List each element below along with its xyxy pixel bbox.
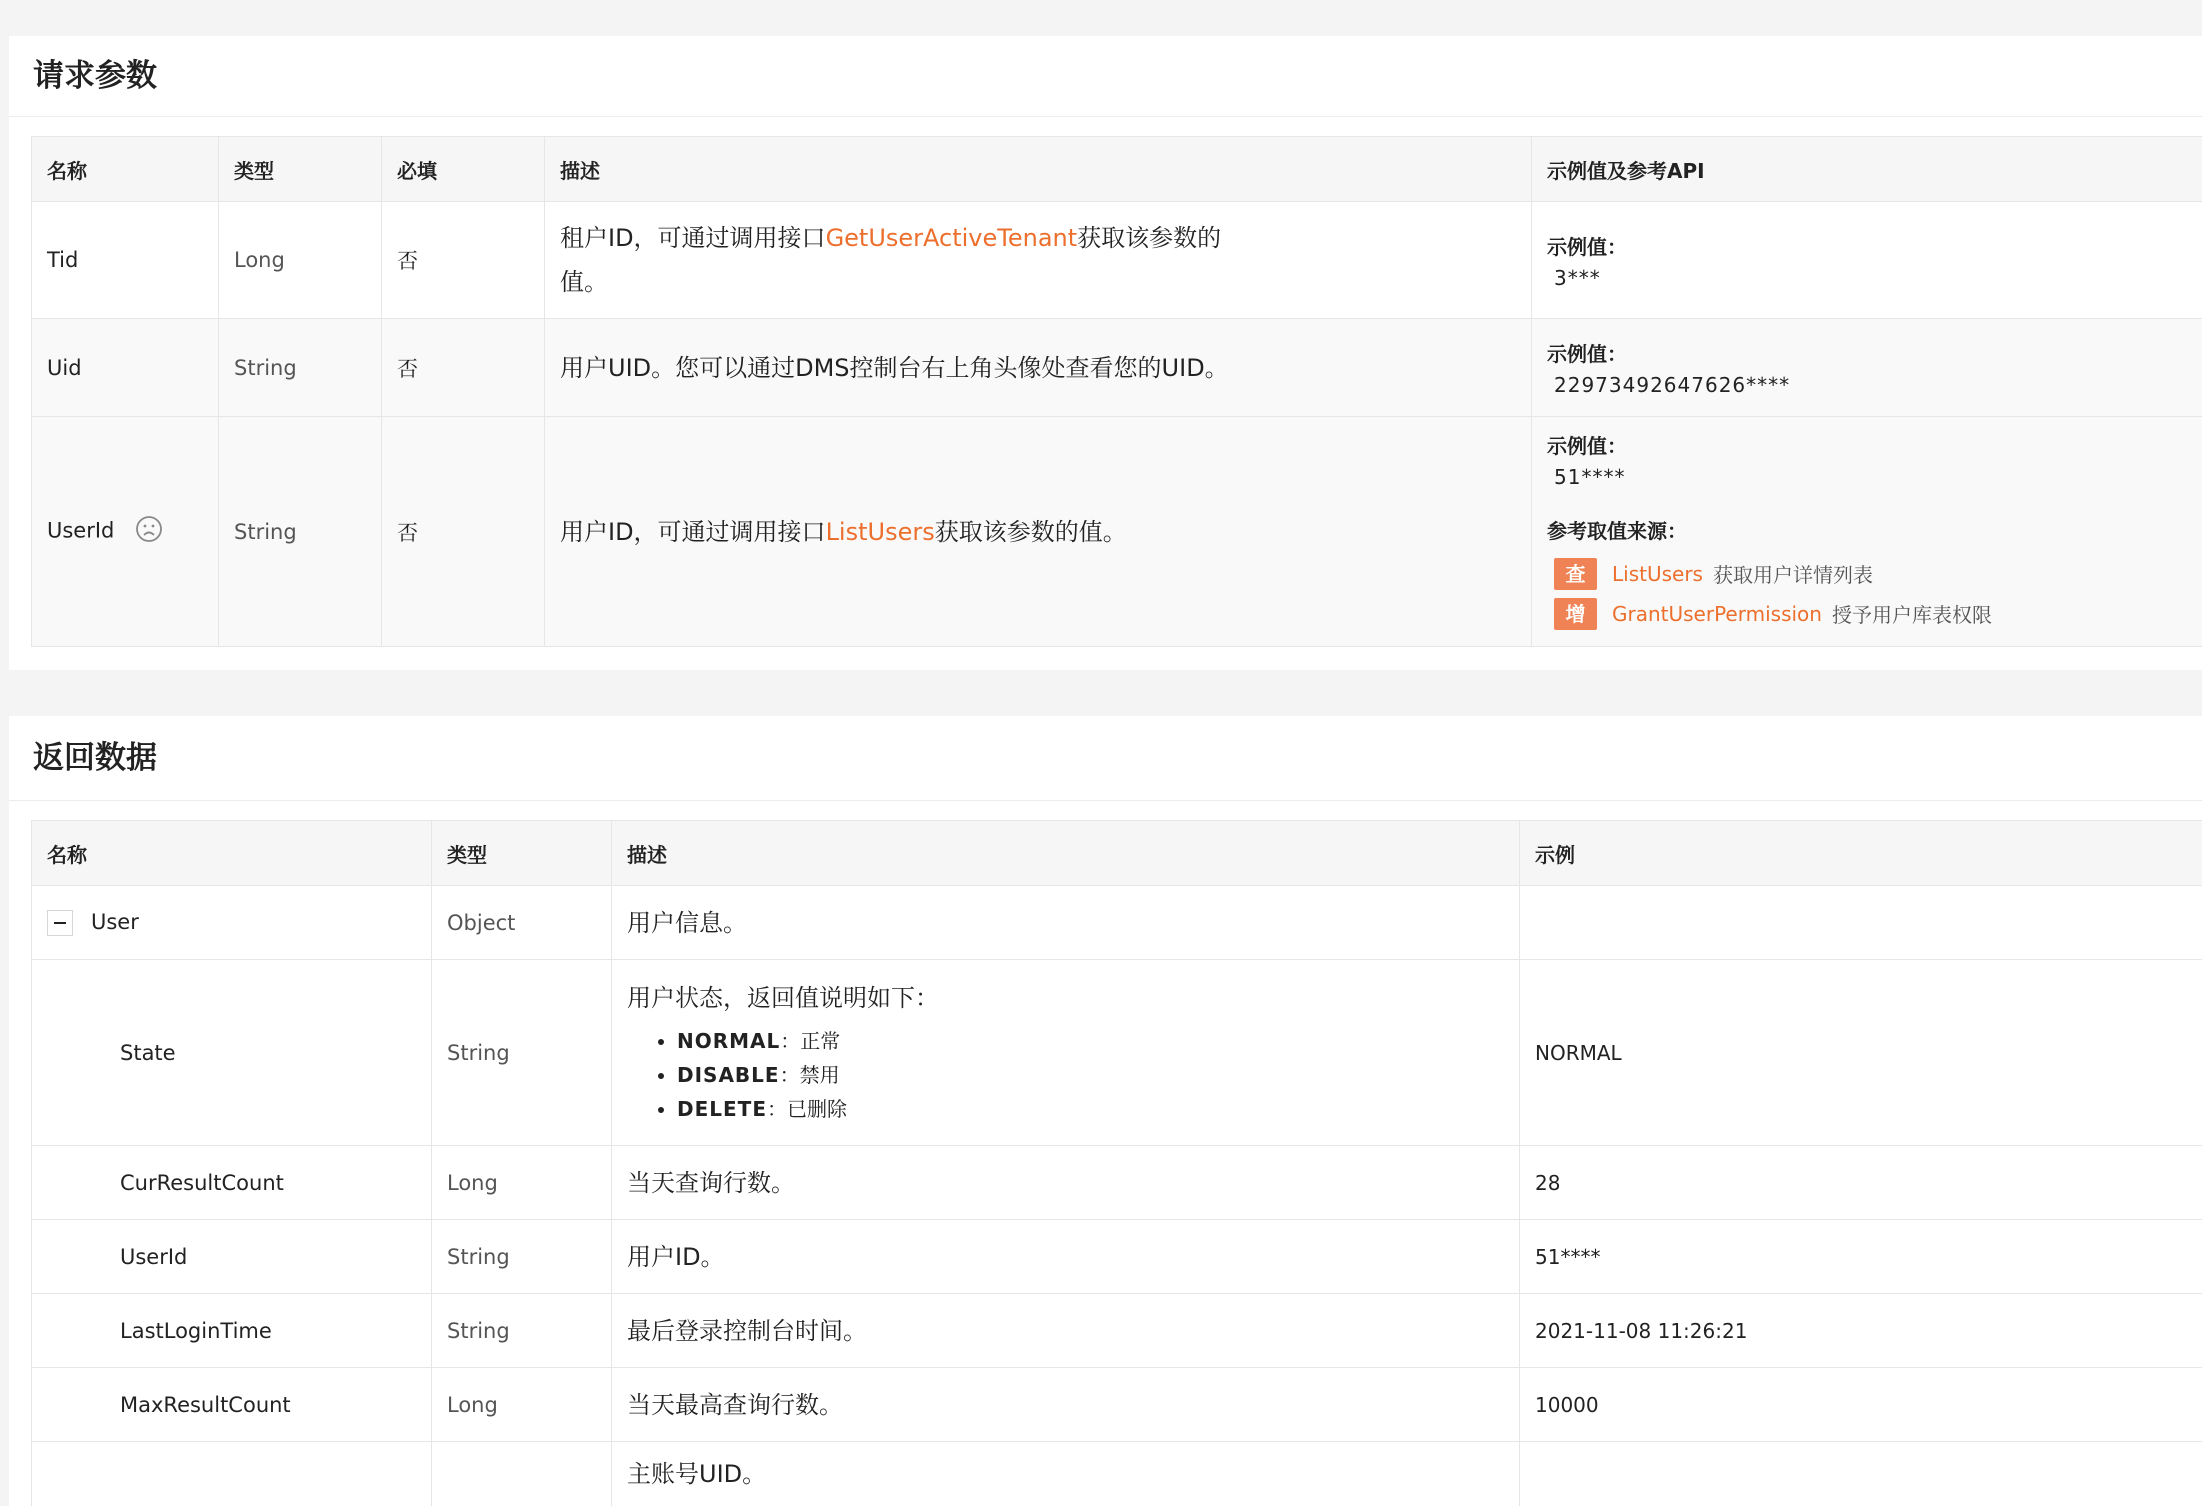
description-text: 值。 [560, 268, 608, 296]
field-name: State [32, 960, 432, 1146]
field-type: Long [432, 1368, 612, 1442]
example-label: 示例值： [1547, 433, 1627, 458]
field-description: 主账号UID。 [612, 1442, 1520, 1506]
add-badge: 增 [1554, 598, 1597, 630]
field-description: 当天查询行数。 [612, 1146, 1520, 1220]
field-description [612, 960, 1520, 1146]
ref-api-description: 获取用户详情列表 [1712, 563, 1873, 587]
table-row [32, 319, 2202, 417]
param-name: Uid [32, 319, 219, 417]
field-example [1520, 886, 2202, 960]
field-name: MaxResultCount [32, 1368, 432, 1442]
table-row [32, 1146, 2202, 1220]
col-header-description: 描述 [612, 821, 1520, 886]
ref-api-description: 授予用户库表权限 [1831, 603, 1992, 627]
col-header-description: 描述 [545, 137, 1532, 202]
field-name-cell [32, 886, 432, 960]
field-name: CurResultCount [32, 1146, 432, 1220]
table-row [32, 960, 2202, 1146]
field-type: String [432, 960, 612, 1146]
field-name: User [91, 909, 139, 934]
param-required: 否 [382, 202, 545, 319]
table-row [32, 417, 2202, 647]
api-link-list-users[interactable]: ListUsers [825, 517, 935, 546]
field-type: Long [432, 1146, 612, 1220]
param-example-cell [1532, 202, 2202, 319]
description-text: 获取该参数的值。 [934, 517, 1127, 546]
param-name: UserId [47, 518, 115, 543]
list-item: • NORMAL：正常 [677, 1024, 1504, 1058]
param-example-cell [1532, 417, 2202, 647]
field-type: String [432, 1220, 612, 1294]
param-type: Long [219, 202, 382, 319]
description-text: 租户ID，可通过调用接口 [560, 224, 826, 252]
param-name: Tid [32, 202, 219, 319]
col-header-type: 类型 [432, 821, 612, 886]
field-example: 10000 [1520, 1368, 2202, 1442]
sad-face-icon[interactable] [135, 515, 163, 548]
example-label: 示例值： [1547, 342, 1627, 366]
table-row [32, 1220, 2202, 1294]
list-item: • DELETE：已删除 [677, 1092, 1504, 1126]
request-params-panel [9, 36, 2202, 670]
param-name-cell [32, 417, 219, 647]
field-name: UserId [32, 1220, 432, 1294]
field-name [32, 1442, 432, 1506]
field-type [432, 1442, 612, 1506]
field-description: 用户信息。 [612, 886, 1520, 960]
example-value: 3*** [1554, 265, 1601, 290]
field-example [1520, 1442, 2202, 1506]
col-header-name: 名称 [32, 821, 432, 886]
query-badge: 查 [1554, 558, 1597, 590]
table-row [32, 886, 2202, 960]
param-type: String [219, 417, 382, 647]
reference-api-row [1547, 554, 2187, 594]
field-type: String [432, 1294, 612, 1368]
param-description [545, 417, 1532, 647]
param-example-cell [1532, 319, 2202, 417]
field-description: 最后登录控制台时间。 [612, 1294, 1520, 1368]
list-item: • DISABLE：禁用 [677, 1058, 1504, 1092]
api-link-get-user-active-tenant[interactable]: GetUserActiveTenant [825, 224, 1078, 252]
param-type: String [219, 319, 382, 417]
example-label: 示例值： [1547, 234, 1627, 259]
table-row [32, 202, 2202, 319]
table-row [32, 1294, 2202, 1368]
table-row [32, 1442, 2202, 1506]
col-header-example: 示例 [1520, 821, 2202, 886]
param-required: 否 [382, 319, 545, 417]
ref-api-link-list-users[interactable]: ListUsers [1612, 561, 1703, 586]
table-header-row [32, 137, 2202, 202]
field-name: LastLoginTime [32, 1294, 432, 1368]
param-description [545, 202, 1532, 319]
table-header-row [32, 821, 2202, 886]
field-example: 51**** [1520, 1220, 2202, 1294]
description-text: 用户状态，返回值说明如下： [627, 983, 939, 1012]
ref-api-link-grant-user-permission[interactable]: GrantUserPermission [1612, 601, 1822, 626]
col-header-name: 名称 [32, 137, 219, 202]
example-value: 51**** [1554, 464, 1626, 489]
field-description: 用户ID。 [612, 1220, 1520, 1294]
response-data-panel [9, 716, 2202, 1506]
col-header-required: 必填 [382, 137, 545, 202]
enum-list [627, 1024, 1504, 1126]
collapse-icon[interactable] [47, 910, 73, 936]
example-value: 22973492647626**** [1554, 373, 1791, 397]
param-description: 用户UID。您可以通过DMS控制台右上角头像处查看您的UID。 [545, 319, 1532, 417]
reference-source-title: 参考取值来源： [1547, 518, 1687, 543]
request-params-table [31, 136, 2202, 647]
col-header-example-api: 示例值及参考API [1532, 137, 2202, 202]
request-params-title: 请求参数 [9, 36, 2202, 117]
reference-api-row [1547, 594, 2187, 634]
response-data-table [31, 820, 2202, 1506]
response-data-title: 返回数据 [9, 716, 2202, 801]
field-example: NORMAL [1520, 960, 2202, 1146]
param-required: 否 [382, 417, 545, 647]
description-text: 获取该参数的 [1077, 224, 1222, 252]
col-header-type: 类型 [219, 137, 382, 202]
field-example: 28 [1520, 1146, 2202, 1220]
table-row [32, 1368, 2202, 1442]
description-text: 用户ID，可通过调用接口 [560, 517, 826, 546]
field-example: 2021-11-08 11:26:21 [1520, 1294, 2202, 1368]
field-description: 当天最高查询行数。 [612, 1368, 1520, 1442]
field-type: Object [432, 886, 612, 960]
